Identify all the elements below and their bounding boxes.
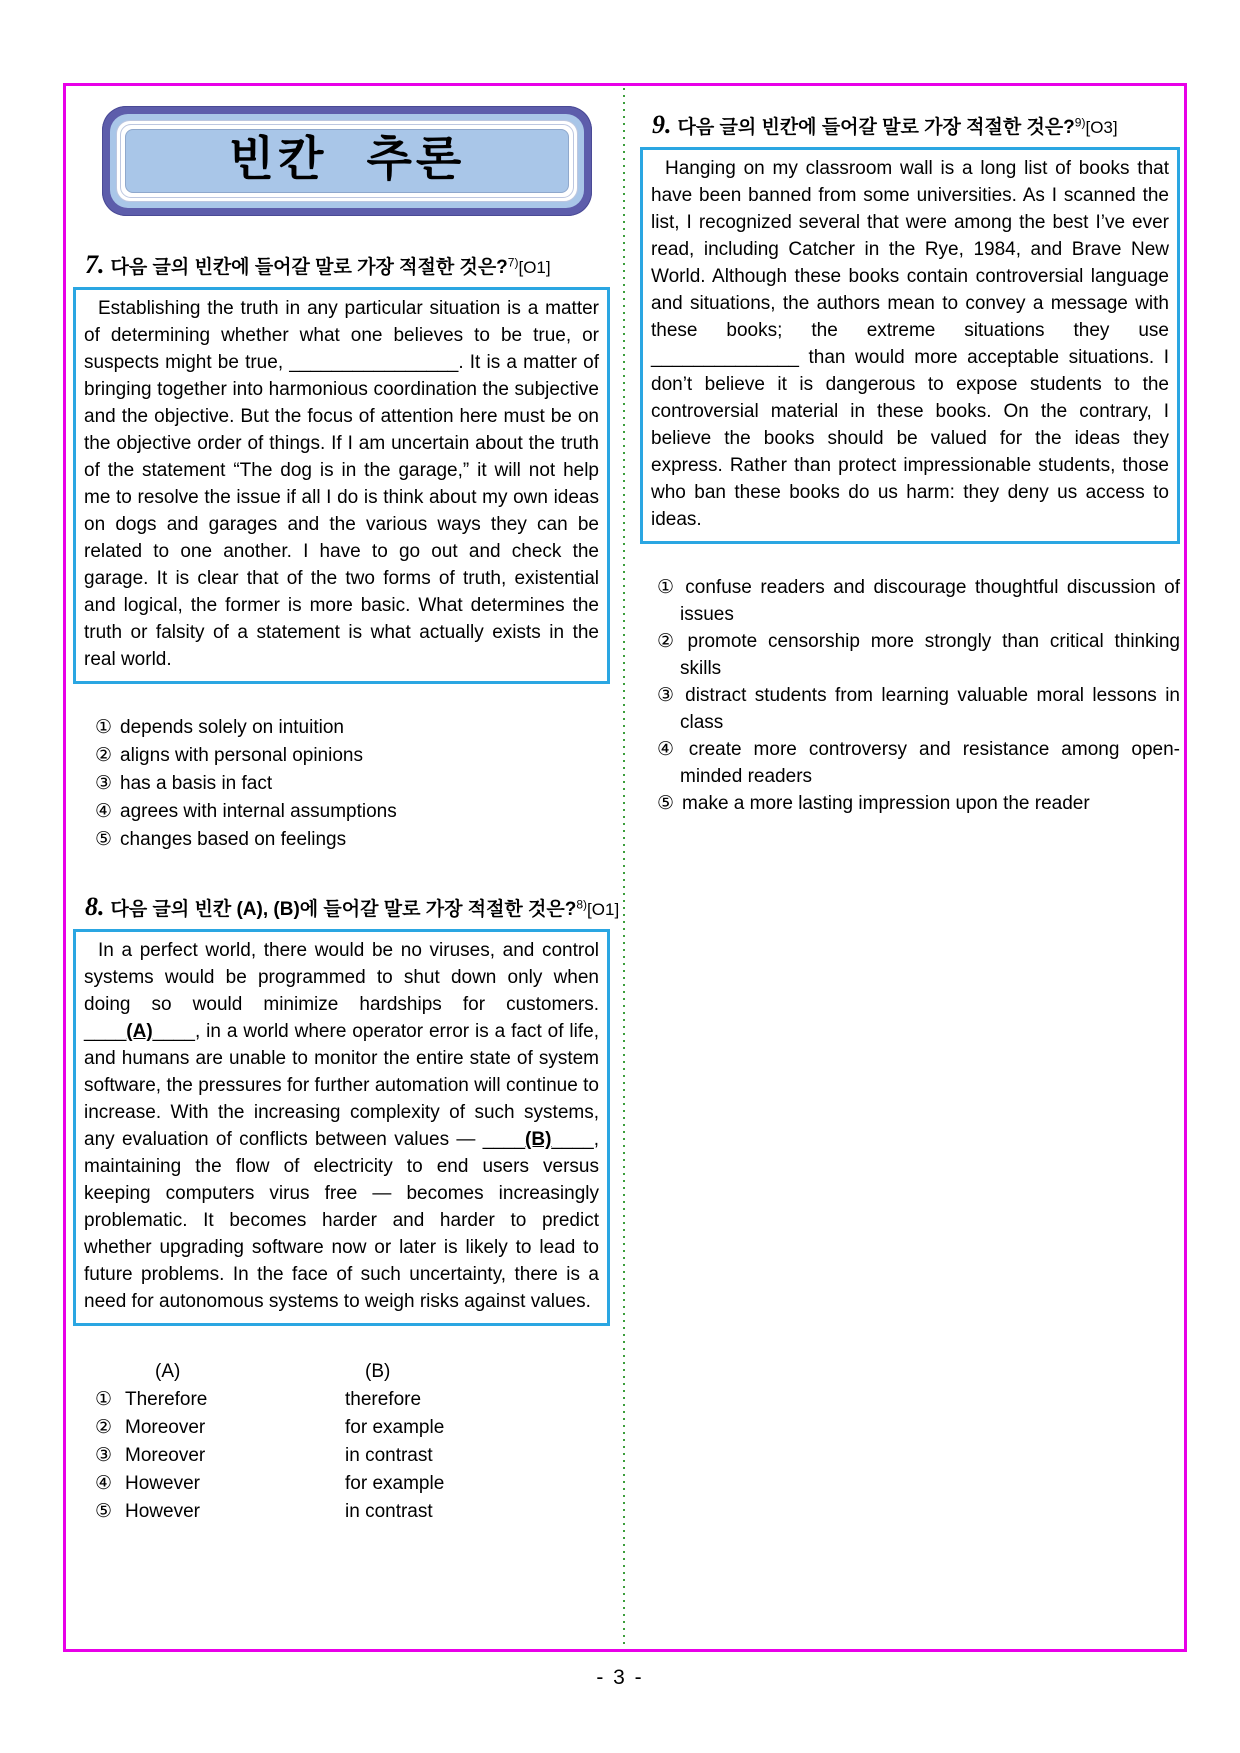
answer-row (95, 1386, 610, 1414)
title-frame-mid (110, 114, 584, 208)
question-9-header (652, 110, 1180, 140)
question-7-header (85, 250, 610, 280)
option (73, 798, 610, 826)
option (640, 682, 1180, 736)
worksheet-frame (63, 83, 1187, 1652)
option-number: ① (95, 717, 113, 738)
option-text: promote censorship more strongly than critical thinking skills (680, 631, 1180, 679)
option-number: ⑤ (657, 793, 675, 814)
right-column (640, 110, 1180, 817)
option-number: ② (657, 631, 680, 652)
question-7-passage-box (73, 287, 610, 684)
page-number: - 3 - (596, 1666, 644, 1689)
option (73, 742, 610, 770)
option-text: aligns with personal opinions (120, 745, 363, 766)
title-frame-outer (102, 106, 592, 216)
question-7 (73, 250, 610, 854)
option-text: confuse readers and discourage thoughtful discussion of issues (680, 577, 1180, 625)
answer-a: Moreover (125, 1417, 206, 1438)
option-text: changes based on feelings (120, 829, 347, 850)
option-number: ④ (95, 1473, 113, 1494)
question-9-tag: [O3] (1085, 118, 1118, 137)
answer-a: However (125, 1501, 200, 1522)
question-7-tag: [O1] (518, 258, 551, 277)
option-text: make a more lasting impression upon the reader (682, 793, 1090, 814)
answer-b: therefore (345, 1389, 422, 1410)
option-number: ④ (657, 739, 681, 760)
option-number: ② (95, 1417, 113, 1438)
question-9-footnote-ref: 9) (1074, 115, 1086, 130)
question-8 (73, 892, 620, 1526)
option (640, 736, 1180, 790)
blank-underline: ____ (84, 1021, 127, 1042)
option-text: has a basis in fact (120, 773, 273, 794)
question-7-number: 7. (85, 250, 105, 279)
option-number: ④ (95, 801, 113, 822)
question-7-options (73, 714, 610, 854)
column-a-header: (A) (155, 1361, 181, 1382)
question-9 (640, 110, 1180, 817)
option (640, 628, 1180, 682)
title-frame-ring1 (116, 120, 578, 202)
question-7-passage: Establishing the truth in any particular situation is a matter of determining whether what one believes to be true, or suspects might be true, ________________. It is a matter of bringing together into harmonious coordination the subjective and the objective. But the focus of attention here must be on the objective order of things. If I am uncertain about the truth of the statement “The dog is in the garage,” it will not help me to resolve the issue if all I do is think about my own ideas on dogs and garages and the various ways they can be related to one another. I have to go out and check the garage. It is clear that of the two forms of truth, existential and logical, the former is more basic. What determines the truth or falsity of a statement is what actually exists in the real world. (84, 298, 599, 670)
option-text: depends solely on intuition (120, 717, 344, 738)
answer-table-header (95, 1358, 610, 1386)
question-7-prompt: 다음 글의 빈칸에 들어갈 말로 가장 적절한 것은? (110, 257, 508, 278)
title-frame-ring2 (120, 124, 574, 198)
question-9-passage-box (640, 147, 1180, 544)
question-8-passage (84, 937, 599, 1315)
blank-underline: ____ (551, 1129, 594, 1150)
option-text: agrees with internal assumptions (120, 801, 397, 822)
blank-underline: ____ (482, 1129, 526, 1150)
option-number: ② (95, 745, 113, 766)
passage-segment: , maintaining the flow of electricity to end users versus keeping computers virus free — becomes increasingly problematic. It becomes harder and harder to predict whether upgrading software now or later is likely to lead to future problems. In the face of such uncertainty, there is a need for autonomous systems to weigh risks against values. (84, 1129, 599, 1312)
option-number: ① (657, 577, 678, 598)
answer-row (95, 1442, 610, 1470)
passage-segment: , in a world where operator error is a fact of life, and humans are unable to monitor the entire state of system software, the pressures for further automation will continue to increase. With the increasing complexity of such systems, any evaluation of conflicts between values — (84, 1021, 599, 1150)
section-title: 빈칸 추론 (125, 129, 569, 193)
answer-a: Therefore (125, 1389, 208, 1410)
option-number: ⑤ (95, 829, 113, 850)
question-8-header (85, 892, 620, 922)
spacer (95, 1358, 125, 1386)
answer-row (95, 1414, 610, 1442)
question-9-passage: Hanging on my classroom wall is a long list of books that have been banned from some universities. As I scanned the list, I recognized several that were among the best I’ve ever read, including Catcher in the Rye, 1984, and Brave New World. Although these books contain controversial language and situations, the authors mean to convey a message with these books; the extreme situations they use ______________ than would more acceptable situations. I don’t believe it is dangerous to expose students to the controversial material in these books. On the contrary, I believe the books should be valued for the ideas they express. Rather than protect impressionable students, those who ban these books do us harm: they deny us access to ideas. (651, 158, 1169, 530)
option-number: ③ (657, 685, 678, 706)
option-number: ③ (95, 773, 113, 794)
option-text: distract students from learning valuable moral lessons in class (680, 685, 1180, 733)
option (640, 574, 1180, 628)
question-8-prompt: 다음 글의 빈칸 (A), (B)에 들어갈 말로 가장 적절한 것은? (110, 899, 577, 920)
column-divider (623, 88, 625, 1647)
column-b-header: (B) (365, 1361, 391, 1382)
option (73, 770, 610, 798)
question-9-number: 9. (652, 110, 672, 139)
question-8-tag: [O1] (587, 900, 620, 919)
answer-a: However (125, 1473, 200, 1494)
option-number: ⑤ (95, 1501, 113, 1522)
answer-a: Moreover (125, 1445, 206, 1466)
answer-row (95, 1470, 610, 1498)
section-title-plaque (102, 106, 592, 216)
option-text: create more controversy and resistance among open-minded readers (680, 739, 1180, 787)
answer-row (95, 1498, 610, 1526)
blank-label-b: (B) (525, 1129, 552, 1150)
option (640, 790, 1180, 817)
option (73, 826, 610, 854)
question-8-answer-table (95, 1358, 610, 1526)
question-7-footnote-ref: 7) (507, 255, 519, 270)
answer-b: for example (345, 1473, 445, 1494)
option (73, 714, 610, 742)
option-number: ① (95, 1389, 113, 1410)
answer-b: in contrast (345, 1445, 433, 1466)
question-8-passage-box (73, 929, 610, 1326)
question-8-footnote-ref: 8) (576, 897, 588, 912)
question-8-number: 8. (85, 892, 105, 921)
blank-label-a: (A) (126, 1021, 153, 1042)
blank-underline: ____ (152, 1021, 195, 1042)
question-9-options (640, 574, 1180, 817)
answer-b: in contrast (345, 1501, 433, 1522)
left-column (73, 106, 620, 1526)
answer-b: for example (345, 1417, 445, 1438)
question-9-prompt: 다음 글의 빈칸에 들어갈 말로 가장 적절한 것은? (677, 117, 1075, 138)
passage-segment: In a perfect world, there would be no viruses, and control systems would be programmed to shut down only when doing so would minimize hardships for customers. (84, 940, 599, 1015)
option-number: ③ (95, 1445, 113, 1466)
